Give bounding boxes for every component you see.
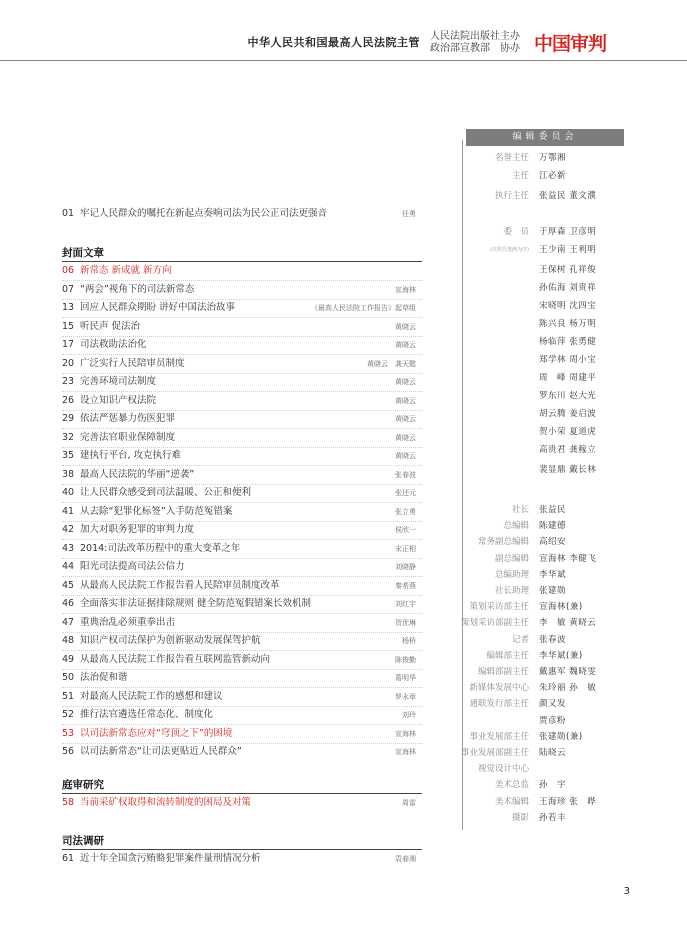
member-names: 高贵君 龚稼立 bbox=[539, 445, 597, 455]
toc-author: 张立勇 bbox=[395, 507, 416, 516]
toc-page-number: 20 bbox=[62, 357, 75, 369]
toc-author: 黄晓云 bbox=[395, 433, 416, 442]
toc-title: 阳光司法提高司法公信力 bbox=[80, 561, 185, 572]
toc-author: 杨桥 bbox=[402, 637, 416, 645]
toc-title: 最高人民法院的华丽“逆袭” bbox=[80, 468, 195, 480]
staff-names: 孙 宇 bbox=[539, 780, 567, 791]
staff-role: 社长助理 bbox=[494, 586, 529, 596]
member-role: 执行主任 bbox=[494, 191, 529, 201]
toc-page-number: 26 bbox=[62, 394, 75, 406]
toc-author: 黄晓云 龚天懿 bbox=[367, 359, 416, 368]
toc-title: 设立知识产权法院 bbox=[80, 394, 157, 406]
board-member bbox=[430, 388, 687, 404]
toc-page-number: 17 bbox=[62, 339, 75, 350]
toc-title: 牢记人民群众的嘱托在新起点奏响司法为民公正司法更强音 bbox=[80, 208, 328, 219]
section-divider bbox=[62, 849, 422, 850]
staff-names: 高绍安 bbox=[539, 537, 567, 548]
toc-author: 黄晓云 bbox=[395, 396, 416, 405]
toc-page-number: 13 bbox=[62, 302, 75, 313]
toc-title: 推行法官遴选任常态化、制度化 bbox=[80, 709, 214, 720]
toc-page-number: 35 bbox=[62, 450, 75, 461]
member-names: 宋晓明 沈四宝 bbox=[539, 301, 597, 311]
toc-page-number: 51 bbox=[62, 690, 75, 702]
toc-author: 黄晓云 bbox=[395, 452, 416, 460]
toc-title: 依法严惩暴力伤医犯罪 bbox=[80, 413, 176, 424]
toc-page-number: 06 bbox=[62, 265, 75, 276]
staff-member bbox=[430, 777, 687, 793]
toc-page-number: 01 bbox=[62, 208, 75, 219]
staff-member bbox=[430, 534, 687, 550]
page-number: 3 bbox=[623, 886, 630, 897]
member-role: 主任 bbox=[511, 171, 529, 181]
toc-item[interactable] bbox=[62, 633, 422, 649]
toc-title: 建执行平台, 攻克执行难 bbox=[80, 450, 182, 461]
toc-title: 让人民群众感受到司法温暖、公正和便利 bbox=[80, 487, 252, 498]
staff-member bbox=[430, 567, 687, 583]
staff-names: 李 敏 黄晓云 bbox=[539, 618, 597, 629]
toc-item[interactable] bbox=[62, 356, 422, 372]
toc-item[interactable] bbox=[62, 374, 422, 390]
staff-member bbox=[430, 632, 687, 648]
staff-member bbox=[430, 615, 687, 631]
staff-role: 新媒体发展中心 bbox=[469, 683, 529, 694]
toc-title: “两会”视角下的司法新常态 bbox=[80, 283, 195, 295]
staff-names: 戴惠军 魏晓雯 bbox=[539, 667, 597, 677]
toc-title: 全面落实非法证据排除规则 健全防范冤假错案长效机制 bbox=[80, 598, 312, 609]
toc-title: 2014:司法改革历程中的重大变革之年 bbox=[80, 542, 241, 554]
staff-member bbox=[430, 794, 687, 810]
toc-item[interactable] bbox=[62, 467, 422, 483]
board-member bbox=[430, 280, 687, 296]
toc-item[interactable] bbox=[62, 578, 422, 594]
toc-title: 从去除“犯罪化标签”入手防范冤错案 bbox=[80, 505, 233, 517]
toc-title: 回应人民群众期盼 讲好中国法治故事 bbox=[80, 302, 236, 313]
toc-author: 《最高人民法院工作报告》起草组 bbox=[311, 304, 416, 312]
staff-member bbox=[430, 729, 687, 745]
staff-names: 李华斌(兼) bbox=[539, 650, 583, 661]
staff-member bbox=[430, 599, 687, 615]
toc-item[interactable] bbox=[62, 485, 422, 501]
staff-member bbox=[430, 680, 687, 696]
toc-item[interactable] bbox=[62, 522, 422, 538]
toc-item[interactable] bbox=[62, 596, 422, 612]
section-divider bbox=[62, 793, 422, 794]
member-names: 王保树 孔祥俊 bbox=[539, 265, 597, 275]
toc-author: 黄晓云 bbox=[395, 378, 416, 386]
toc-author: 葛明华 bbox=[395, 674, 416, 682]
staff-role: 副总编辑 bbox=[494, 553, 529, 564]
toc-author: 张还元 bbox=[395, 489, 416, 497]
toc-title: 司法救助法治化 bbox=[80, 339, 147, 350]
publisher-line-2: 政治部宣教部 协办 bbox=[430, 43, 520, 54]
toc-author: 宣海林 bbox=[395, 748, 416, 756]
staff-member bbox=[430, 551, 687, 567]
staff-names: 朱玲丽 孙 敏 bbox=[539, 683, 597, 694]
toc-title: 法治促和谐 bbox=[80, 672, 128, 683]
board-member bbox=[430, 316, 687, 332]
toc-author: 贺优琳 bbox=[395, 618, 416, 627]
section-heading: 庭审研究 bbox=[62, 779, 104, 791]
toc-page-number: 15 bbox=[62, 320, 75, 332]
toc-item[interactable] bbox=[62, 263, 422, 279]
toc-title: 广泛实行人民陪审员制度 bbox=[80, 357, 185, 369]
toc-page-number: 32 bbox=[62, 431, 75, 443]
board-member bbox=[430, 442, 687, 458]
staff-role: 编辑部副主任 bbox=[477, 667, 529, 677]
member-names: 张益民 董文濮 bbox=[539, 191, 597, 201]
member-role: 委 员 bbox=[503, 227, 529, 237]
toc-page-number: 50 bbox=[62, 672, 75, 683]
staff-role: 总编辑 bbox=[503, 521, 529, 532]
member-names: 胡云腾 姜启波 bbox=[539, 409, 597, 419]
toc-page-number: 56 bbox=[62, 746, 75, 757]
section-heading: 封面文章 bbox=[62, 247, 104, 259]
toc-title: 以司法新常态应对“穹顶之下”的困境 bbox=[80, 727, 233, 739]
toc-author: 黄晓云 bbox=[395, 341, 416, 349]
toc-author: 宋正相 bbox=[395, 544, 416, 553]
member-role: 名誉主任 bbox=[494, 153, 529, 163]
member-names: 裴显鼎 戴长林 bbox=[539, 465, 597, 475]
toc-page-number: 49 bbox=[62, 653, 75, 665]
toc-author: 刘晓静 bbox=[395, 563, 416, 571]
toc-item[interactable] bbox=[62, 337, 422, 353]
toc-page-number: 53 bbox=[62, 727, 75, 739]
board-member bbox=[430, 188, 687, 204]
toc-title: 重典治乱必须重拳出击 bbox=[80, 616, 176, 628]
toc-item[interactable] bbox=[62, 448, 422, 464]
toc-author: 刘红宇 bbox=[395, 600, 416, 608]
publisher-line-1: 人民法院出版社主办 bbox=[430, 31, 520, 42]
toc-author: 袁春湘 bbox=[395, 855, 416, 863]
toc-author: 宣海林 bbox=[395, 285, 416, 294]
staff-member bbox=[430, 713, 687, 729]
toc-author: 秦希燕 bbox=[395, 581, 416, 590]
member-names: 于厚森 卫彦明 bbox=[539, 227, 597, 237]
staff-role: 常务副总编辑 bbox=[477, 537, 529, 548]
toc-page-number: 47 bbox=[62, 616, 75, 628]
toc-page-number: 43 bbox=[62, 542, 75, 554]
toc-item[interactable] bbox=[62, 726, 422, 742]
toc-title: 从最高人民法院工作报告看互联网监管新动向 bbox=[80, 653, 271, 665]
staff-role: 通联发行部主任 bbox=[469, 699, 529, 710]
toc-author: 黄晓云 bbox=[395, 415, 416, 423]
staff-member bbox=[430, 810, 687, 826]
staff-member bbox=[430, 583, 687, 599]
staff-names: 张建勋 bbox=[539, 586, 567, 596]
staff-role: 策划采访部副主任 bbox=[460, 618, 529, 629]
staff-names: 李华斌 bbox=[539, 569, 567, 580]
board-member bbox=[430, 298, 687, 314]
toc-item[interactable] bbox=[62, 559, 422, 575]
toc-page-number: 23 bbox=[62, 376, 75, 387]
member-names: 郑学林 周小宝 bbox=[539, 355, 597, 365]
staff-member bbox=[430, 761, 687, 777]
toc-page-number: 29 bbox=[62, 413, 75, 424]
staff-role: 策划采访部主任 bbox=[469, 602, 529, 613]
toc-item[interactable] bbox=[62, 744, 422, 760]
staff-member bbox=[430, 664, 687, 680]
toc-item[interactable] bbox=[62, 393, 422, 409]
member-names: 周 峰 周建平 bbox=[539, 373, 597, 383]
member-names: 杨临萍 张勇健 bbox=[539, 337, 597, 347]
toc-author: 黄晓云 bbox=[395, 322, 416, 331]
toc-item[interactable] bbox=[62, 707, 422, 723]
staff-member bbox=[430, 502, 687, 518]
toc-author: 罗永章 bbox=[395, 692, 416, 701]
toc-title: 完善法官职业保障制度 bbox=[80, 431, 176, 443]
member-names: 万鄂湘 bbox=[539, 153, 567, 163]
staff-role: 编辑部主任 bbox=[486, 650, 529, 661]
staff-member bbox=[430, 518, 687, 534]
staff-member bbox=[430, 745, 687, 761]
member-names: 贺小荣 夏道虎 bbox=[539, 427, 597, 437]
toc-page-number: 44 bbox=[62, 561, 75, 572]
toc-title: 完善环境司法制度 bbox=[80, 376, 157, 387]
board-member bbox=[430, 352, 687, 368]
member-names: 陈兴良 杨万明 bbox=[539, 319, 597, 329]
toc-item[interactable] bbox=[62, 670, 422, 686]
toc-author: 张春波 bbox=[395, 470, 416, 479]
toc-item[interactable] bbox=[62, 282, 422, 298]
toc-title: 加大对职务犯罪的审判力度 bbox=[80, 524, 195, 535]
toc-page-number: 40 bbox=[62, 487, 75, 498]
board-member bbox=[430, 370, 687, 386]
toc-item[interactable] bbox=[62, 411, 422, 427]
toc-item[interactable] bbox=[62, 206, 422, 222]
toc-author: 侯欣一 bbox=[395, 526, 416, 534]
editorial-board bbox=[430, 0, 687, 934]
toc-item[interactable] bbox=[62, 851, 422, 867]
board-member bbox=[430, 424, 687, 440]
staff-role: 事业发展部主任 bbox=[469, 731, 529, 742]
toc-title: 近十年全国贪污贿赂犯罪案件量刑情况分析 bbox=[80, 853, 261, 864]
member-names: 王少南 王利明 bbox=[539, 245, 597, 255]
toc-item[interactable] bbox=[62, 300, 422, 316]
toc-item[interactable] bbox=[62, 430, 422, 446]
staff-role: 摄影 bbox=[511, 812, 529, 823]
board-member bbox=[430, 242, 687, 258]
section-heading: 司法调研 bbox=[62, 835, 104, 847]
sponsor-line: 中华人民共和国最高人民法院主管 bbox=[247, 36, 420, 49]
toc-page-number: 45 bbox=[62, 579, 75, 591]
staff-names: 宣海林 李健飞 bbox=[539, 553, 597, 564]
toc-author: 陈俊勤 bbox=[395, 655, 416, 664]
toc-page-number: 48 bbox=[62, 635, 75, 646]
member-names: 孙佑海 刘贵祥 bbox=[539, 283, 597, 293]
staff-names: 颜又发 bbox=[539, 699, 567, 710]
toc-page-number: 42 bbox=[62, 524, 75, 535]
board-title: 编辑委员会 bbox=[466, 129, 624, 146]
staff-role: 美术编辑 bbox=[494, 796, 529, 807]
toc-page-number: 46 bbox=[62, 598, 75, 609]
toc-author: 宣海林 bbox=[395, 729, 416, 738]
board-member bbox=[430, 150, 687, 166]
section-divider bbox=[62, 261, 422, 262]
staff-role: 视觉设计中心 bbox=[477, 764, 529, 775]
staff-member bbox=[430, 648, 687, 664]
toc-title: 当前采矿权取得和流转制度的困局及对策 bbox=[80, 797, 252, 808]
toc-page-number: 38 bbox=[62, 468, 75, 480]
toc-title: 新常态 新成就 新方向 bbox=[80, 265, 172, 276]
staff-names: 宣海林(兼) bbox=[539, 602, 583, 613]
toc-title: 听民声 促法治 bbox=[80, 320, 141, 332]
toc-page-number: 52 bbox=[62, 709, 75, 720]
toc-item[interactable] bbox=[62, 541, 422, 557]
staff-names: 张建勋(兼) bbox=[539, 731, 583, 742]
board-member bbox=[430, 262, 687, 278]
toc-page-number: 61 bbox=[62, 853, 75, 864]
staff-role: 社长 bbox=[511, 505, 529, 515]
toc-item[interactable] bbox=[62, 795, 422, 811]
staff-member bbox=[430, 696, 687, 712]
staff-names: 陈建德 bbox=[539, 521, 567, 532]
toc-author: 任勇 bbox=[402, 210, 416, 218]
board-member bbox=[430, 334, 687, 350]
toc-item[interactable] bbox=[62, 319, 422, 335]
member-names: 江必新 bbox=[539, 171, 567, 181]
toc-page-number: 07 bbox=[62, 283, 75, 295]
board-member bbox=[430, 168, 687, 184]
staff-role: 记者 bbox=[511, 634, 529, 645]
staff-names: 陆晓云 bbox=[539, 748, 567, 758]
toc-title: 从最高人民法院工作报告看人民陪审员制度改革 bbox=[80, 579, 280, 591]
toc-title: 以司法新常态“让司法更贴近人民群众” bbox=[80, 746, 242, 757]
staff-names: 孙若丰 bbox=[539, 812, 567, 823]
member-role: (以姓氏笔画为序) bbox=[490, 247, 529, 253]
member-names: 罗东川 赵大光 bbox=[539, 391, 597, 401]
board-member bbox=[430, 462, 687, 478]
staff-role: 总编助理 bbox=[494, 569, 529, 580]
toc-item[interactable] bbox=[62, 615, 422, 631]
toc-page-number: 58 bbox=[62, 797, 75, 808]
toc-page-number: 41 bbox=[62, 505, 75, 517]
toc-item[interactable] bbox=[62, 652, 422, 668]
toc-item[interactable] bbox=[62, 504, 422, 520]
toc-title: 知识产权司法保护为创新驱动发展保驾护航 bbox=[80, 635, 261, 646]
staff-names: 张益民 bbox=[539, 505, 567, 515]
toc-author: 周雷 bbox=[402, 799, 416, 807]
staff-role: 事业发展部副主任 bbox=[460, 748, 529, 758]
board-member bbox=[430, 406, 687, 422]
staff-names: 贾彦粉 bbox=[539, 715, 567, 726]
toc-title: 对最高人民法院工作的感想和建议 bbox=[80, 690, 223, 702]
staff-names: 张春波 bbox=[539, 634, 567, 645]
staff-role: 美术总监 bbox=[494, 780, 529, 791]
toc-author: 刘玲 bbox=[402, 711, 416, 719]
magazine-logo: 中国审判 bbox=[534, 33, 607, 55]
staff-names: 王海珍 张 晔 bbox=[539, 796, 597, 807]
board-member bbox=[430, 224, 687, 240]
toc-item[interactable] bbox=[62, 689, 422, 705]
